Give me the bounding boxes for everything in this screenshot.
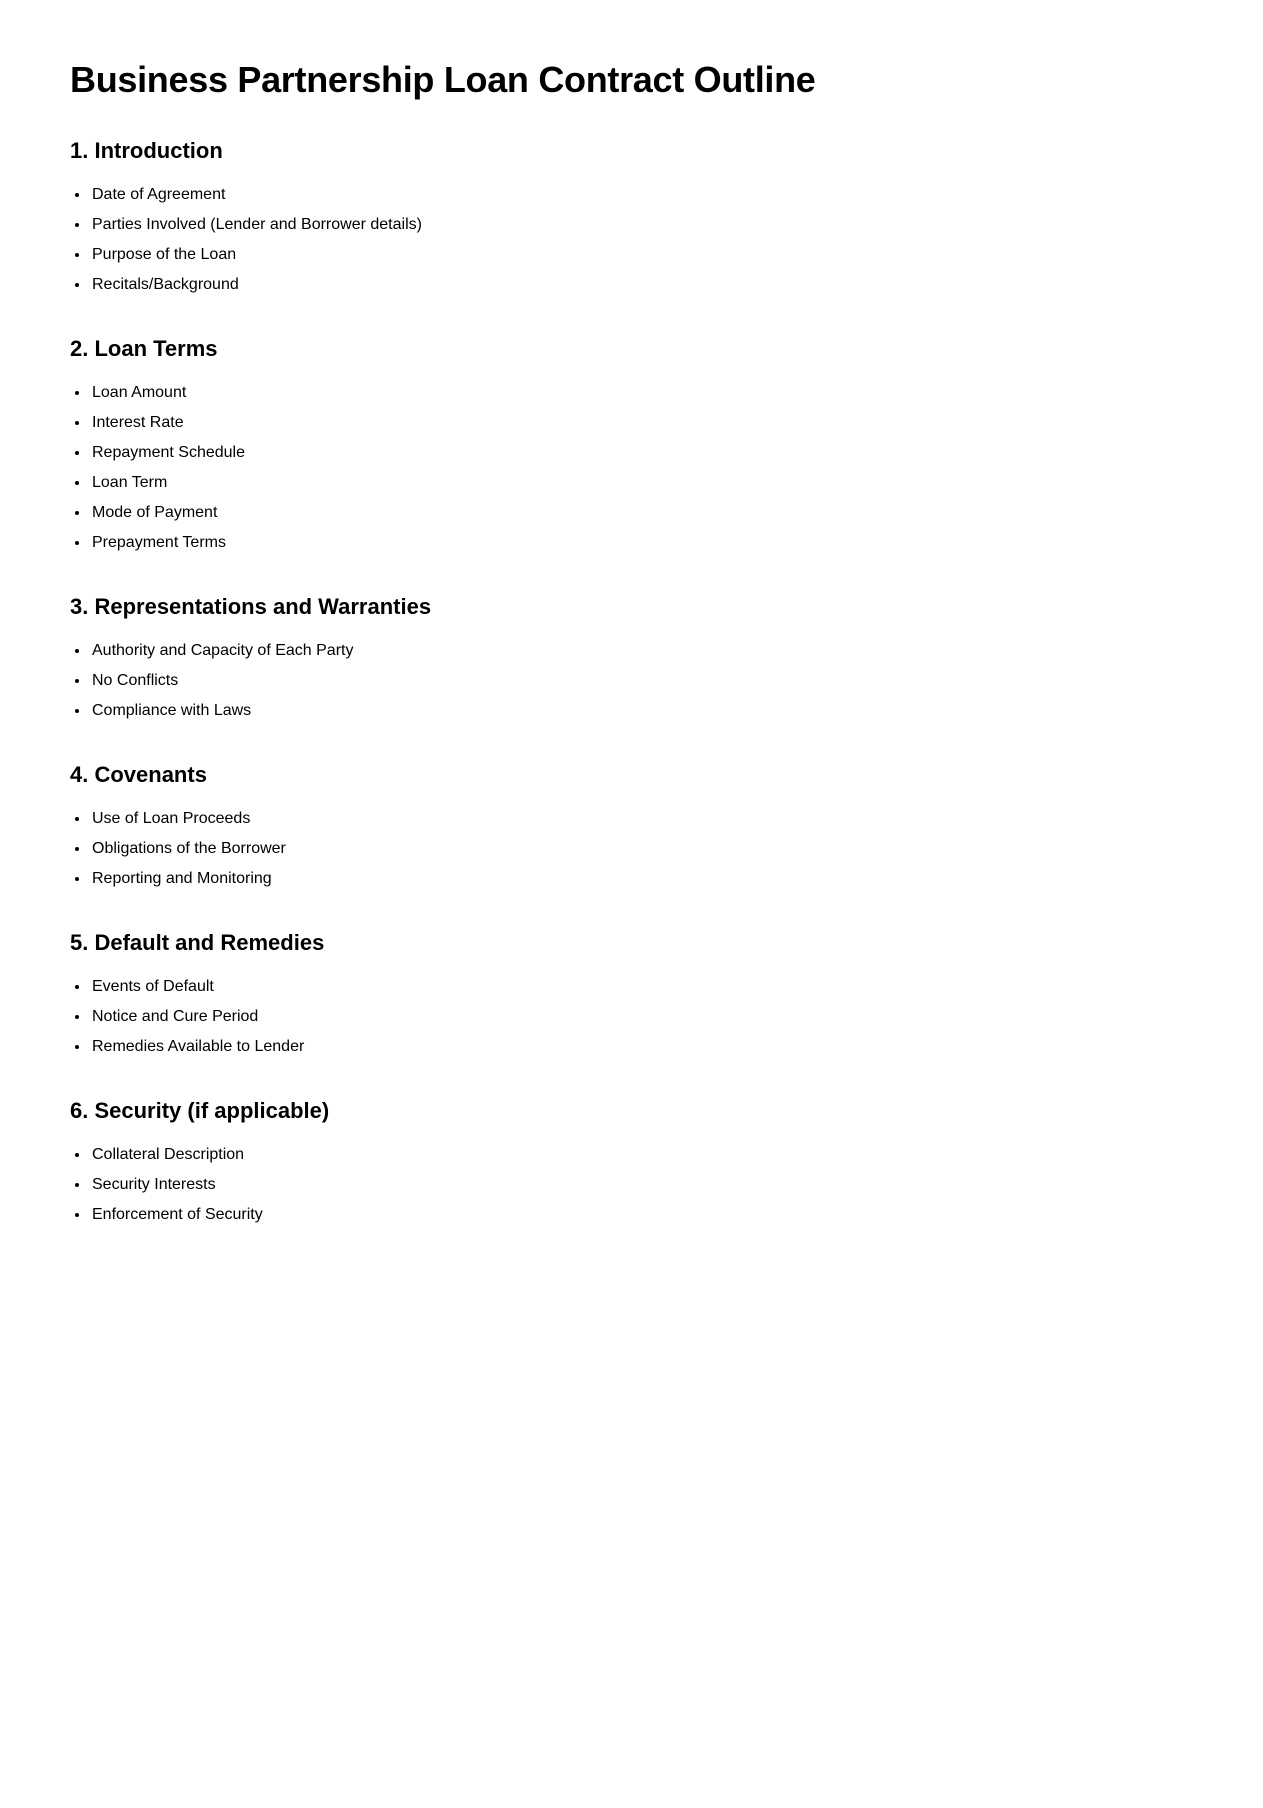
- section-heading: 1. Introduction: [70, 138, 223, 163]
- list-item: • Compliance with Laws: [90, 696, 1193, 726]
- list-item: • Interest Rate: [90, 408, 1193, 438]
- section-heading: 5. Default and Remedies: [70, 930, 325, 955]
- bullet-list: [70, 636, 1193, 726]
- bullet-list: [70, 972, 1193, 1062]
- section-security: [70, 1098, 1193, 1230]
- page-title: Business Partnership Loan Contract Outline: [70, 59, 816, 100]
- list-item: • Enforcement of Security: [90, 1200, 1193, 1230]
- section-heading: 4. Covenants: [70, 762, 207, 787]
- list-item: • No Conflicts: [90, 666, 1193, 696]
- bullet-list: [70, 1140, 1193, 1230]
- list-item: • Remedies Available to Lender: [90, 1032, 1193, 1062]
- list-item: • Repayment Schedule: [90, 438, 1193, 468]
- list-item: • Recitals/Background: [90, 270, 1193, 300]
- list-item: • Use of Loan Proceeds: [90, 804, 1193, 834]
- section-representations-warranties: [70, 594, 1193, 726]
- section-introduction: [70, 138, 1193, 300]
- bullet-list: [70, 378, 1193, 558]
- section-heading: 3. Representations and Warranties: [70, 594, 432, 619]
- list-item: • Loan Amount: [90, 378, 1193, 408]
- list-item: • Security Interests: [90, 1170, 1193, 1200]
- list-item: • Purpose of the Loan: [90, 240, 1193, 270]
- section-covenants: [70, 762, 1193, 894]
- section-heading: 6. Security (if applicable): [70, 1098, 330, 1123]
- list-item: • Date of Agreement: [90, 180, 1193, 210]
- list-item: • Loan Term: [90, 468, 1193, 498]
- list-item: • Events of Default: [90, 972, 1193, 1002]
- list-item: • Mode of Payment: [90, 498, 1193, 528]
- list-item: • Notice and Cure Period: [90, 1002, 1193, 1032]
- list-item: • Authority and Capacity of Each Party: [90, 636, 1193, 666]
- list-item: • Obligations of the Borrower: [90, 834, 1193, 864]
- list-item: • Collateral Description: [90, 1140, 1193, 1170]
- section-loan-terms: [70, 336, 1193, 558]
- list-item: • Reporting and Monitoring: [90, 864, 1193, 894]
- list-item: • Parties Involved (Lender and Borrower details): [90, 210, 1193, 240]
- section-default-remedies: [70, 930, 1193, 1062]
- list-item: • Prepayment Terms: [90, 528, 1193, 558]
- section-heading: 2. Loan Terms: [70, 336, 218, 361]
- bullet-list: [70, 180, 1193, 300]
- bullet-list: [70, 804, 1193, 894]
